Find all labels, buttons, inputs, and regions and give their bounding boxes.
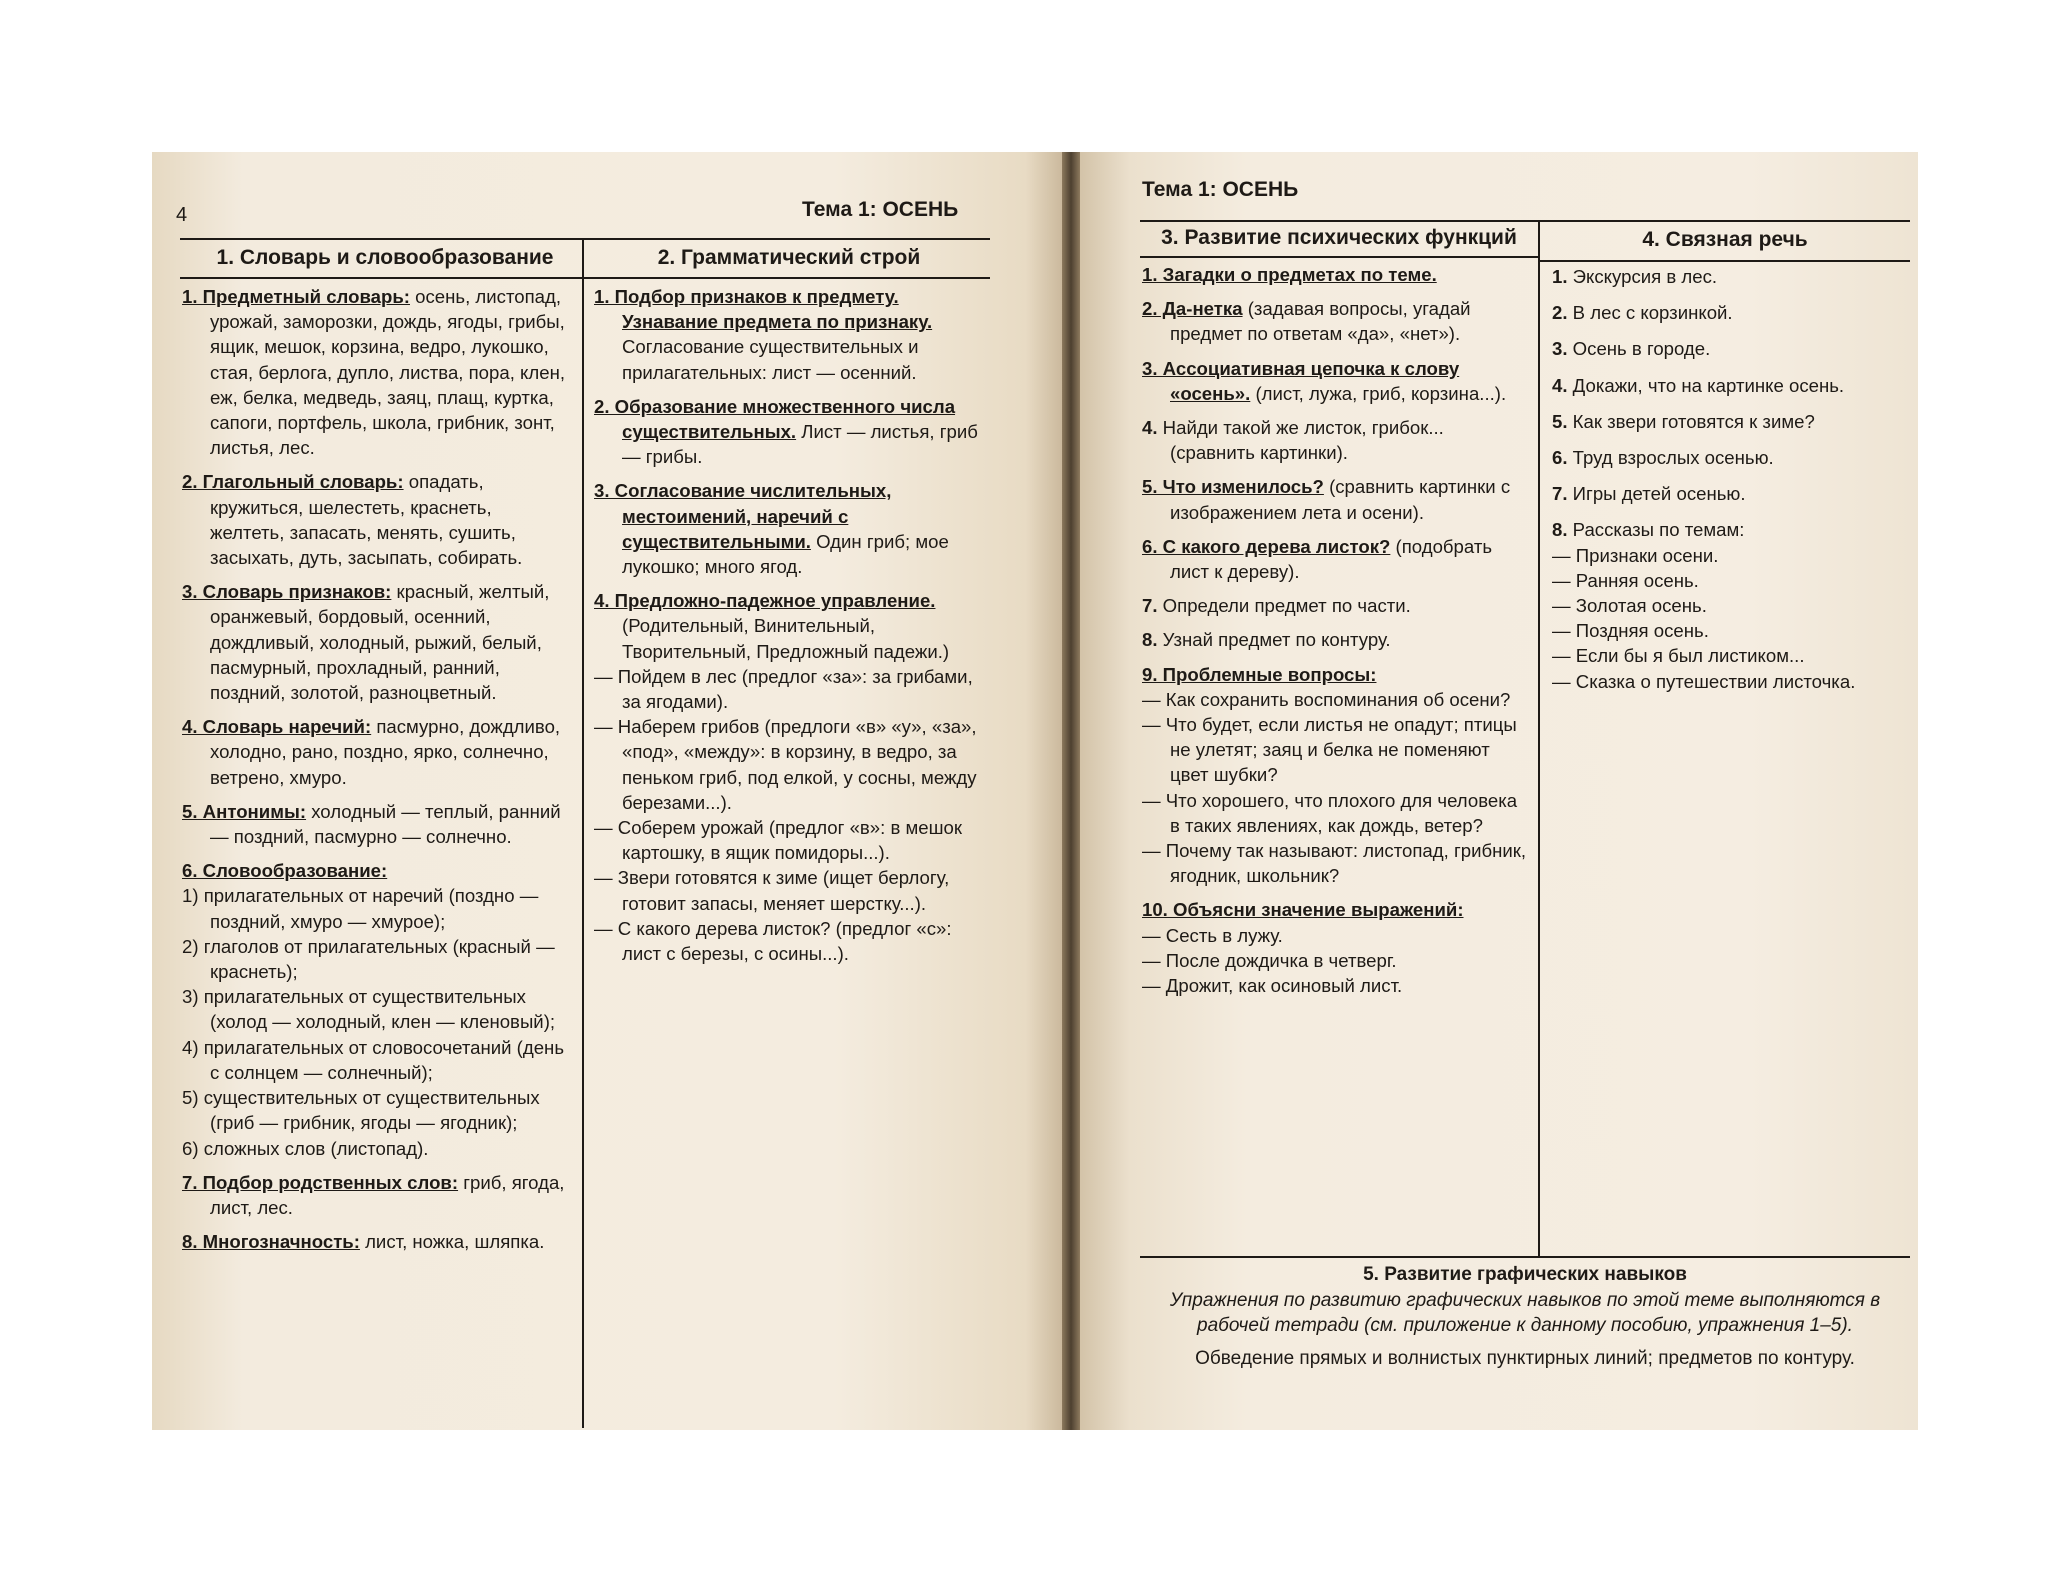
case-list: [594, 664, 988, 966]
list-item: — Сесть в лужу.: [1142, 924, 1283, 946]
col2-body: [594, 284, 988, 966]
header-rule-bottom: [180, 277, 990, 279]
section-text: Обведение прямых и волнистых пунктирных линий; предметов по контуру.: [1195, 1348, 1855, 1369]
list-item: 4) прилагательных от словосочетаний (день с солнцем — солнечный);: [182, 1036, 565, 1083]
story-list: [1552, 543, 1912, 694]
list-item: 5. Что изменилось? (сравнить картинки с изображением лета и осени).: [1142, 476, 1511, 523]
list-item: 7. Определи предмет по части.: [1142, 595, 1411, 617]
col4-title: 4. Связная речь: [1642, 228, 1808, 251]
list-item: 3. Согласование числительных, местоимений, наречий с существительными. Один гриб; мое лукошко; много ягод.: [594, 480, 949, 578]
col3-body: [1142, 262, 1532, 998]
list-item: 4. Докажи, что на картинке осень.: [1552, 374, 1845, 396]
list-item: — Что будет, если листья не опадут; птицы не улетят; заяц и белка не поменяют цвет шубки?: [1142, 714, 1517, 786]
list-item: — Если бы я был листиком...: [1552, 645, 1805, 667]
list-item: 7. Подбор родственных слов: гриб, ягода, лист, лес.: [182, 1171, 565, 1218]
list-item: 3. Словарь признаков: красный, желтый, оранжевый, бордовый, осенний, дождливый, холодный, рыжий, белый, пасмурный, прохладный, ранний, поздний, золотой, разноцветный.: [182, 581, 550, 704]
list-item: 5. Как звери готовятся к зиме?: [1552, 410, 1815, 432]
list-item: 6. Труд взрослых осенью.: [1552, 447, 1774, 469]
left-page: [152, 152, 1062, 1430]
case-heading: 4. Предложно-падежное управление.: [594, 590, 936, 612]
right-page: [1080, 152, 1918, 1430]
column-divider: [1538, 220, 1540, 1256]
expressions-list: [1142, 923, 1532, 999]
list-item: 2. В лес с корзинкой.: [1552, 302, 1733, 324]
list-item: — Золотая осень.: [1552, 595, 1707, 617]
list-item: — Что хорошего, что плохого для человека в таких явлениях, как дождь, ветер?: [1142, 789, 1518, 836]
header-rule: [1140, 220, 1910, 222]
list-item: 1. Предметный словарь: осень, листопад, урожай, заморозки, дождь, ягоды, грибы, ящик, мешок, корзина, ведро, лукошко, стая, берлога, дупло, листва, пора, клен, еж, белка, медведь, заяц, плащ, куртка, сапоги, портфель, школа, грибник, зонт, листья, лес.: [182, 286, 566, 459]
list-item: 2. Образование множественного числа существительных. Лист — листья, гриб — грибы.: [594, 395, 978, 468]
list-item: 6. С какого дерева листок? (подобрать лист к дереву).: [1142, 535, 1493, 583]
list-item: — Сказка о путешествии листочка.: [1552, 670, 1856, 692]
list-item: — После дождичка в четверг.: [1142, 949, 1397, 971]
list-item: — Ранняя осень.: [1552, 569, 1699, 591]
header-rule: [180, 238, 990, 240]
list-item: 4. Словарь наречий: пасмурно, дождливо, холодно, рано, поздно, ярко, солнечно, ветрено, хмуро.: [182, 716, 561, 788]
list-item: 1. Экскурсия в лес.: [1552, 266, 1718, 287]
expressions-heading: 10. Объясни значение выражений:: [1142, 899, 1464, 921]
header-rule-bottom: [1140, 256, 1540, 258]
theme-title: Тема 1: ОСЕНЬ: [1142, 178, 1299, 201]
header-rule-bottom-right: [1540, 260, 1910, 262]
list-item: — Почему так называют: листопад, грибник, ягодник, школьник?: [1142, 840, 1527, 887]
col2-title: 2. Грамматический строй: [657, 246, 921, 269]
graphic-skills-section: [1140, 1264, 1910, 1370]
list-item: — Как сохранить воспоминания об осени?: [1142, 688, 1511, 710]
list-item: 8. Узнай предмет по контуру.: [1142, 629, 1391, 651]
list-item: — Поздняя осень.: [1552, 620, 1709, 642]
list-item: 5) существительных от существительных (гриб — грибник, ягоды — ягодник);: [182, 1087, 540, 1134]
list-item: — Признаки осени.: [1552, 544, 1719, 566]
list-item: 3) прилагательных от существительных (холод — холодный, клен — кленовый);: [182, 986, 556, 1033]
col1-body: [182, 284, 570, 1263]
list-item: 4. Найди такой же листок, грибок... (сравнить картинки).: [1142, 417, 1444, 464]
list-item: 1) прилагательных от наречий (поздно — поздний, хмуро — хмурое);: [182, 885, 539, 932]
list-item: — Дрожит, как осиновый лист.: [1142, 975, 1403, 997]
list-item: 1. Подбор признаков к предмету. Узнавание предмета по признаку. Согласование существительных и прилагательных: лист — осенний.: [594, 286, 933, 383]
section-title: 5. Развитие графических навыков: [1363, 1264, 1687, 1285]
list-item: — Звери готовятся к зиме (ищет берлогу, готовит запасы, меняет шерстку...).: [594, 867, 950, 914]
list-item: 7. Игры детей осенью.: [1552, 483, 1746, 505]
list-item: — С какого дерева листок? (предлог «с»: лист с березы, с осины...).: [594, 917, 952, 965]
list-item: 6) сложных слов (листопад).: [182, 1137, 429, 1159]
list-item: 2. Да-нетка (задавая вопросы, угадай предмет по ответам «да», «нет»).: [1142, 298, 1471, 345]
book-gutter: [1062, 152, 1080, 1430]
word-formation-list: [182, 883, 570, 1160]
problem-list: [1142, 687, 1532, 889]
list-item: 3. Ассоциативная цепочка к слову «осень». (лист, лужа, гриб, корзина...).: [1142, 357, 1507, 404]
word-formation-heading: 6. Словообразование:: [182, 860, 388, 882]
list-item: 3. Осень в городе.: [1552, 338, 1711, 360]
list-item: — Наберем грибов (предлоги «в» «у», «за», «под», «между»: в корзину, в ведро, за пеньком гриб, под елкой, у сосны, между березами...).: [594, 716, 977, 813]
col3-title: 3. Развитие психических функций: [1161, 226, 1517, 249]
page-number: 4: [176, 204, 188, 226]
section-note: Упражнения по развитию графических навыков по этой теме выполняются в рабочей тетради (см. приложение к данному пособию, упражнения 1–5).: [1169, 1290, 1881, 1336]
col1-title: 1. Словарь и словообразование: [216, 246, 554, 269]
list-item: 2) глаголов от прилагательных (красный — краснеть);: [182, 935, 555, 983]
theme-title: Тема 1: ОСЕНЬ: [802, 198, 959, 221]
column-divider: [582, 238, 584, 1428]
list-item: 2. Глагольный словарь: опадать, кружиться, шелестеть, краснеть, желтеть, запасать, менять, сушить, засыхать, дуть, засыпать, собирать.: [182, 471, 523, 569]
list-item: 8. Рассказы по темам:: [1552, 519, 1745, 541]
list-item: 8. Многозначность: лист, ножка, шляпка.: [182, 1231, 545, 1253]
col4-body: [1552, 264, 1912, 694]
list-item: — Соберем урожай (предлог «в»: в мешок картошку, в ящик помидоры...).: [594, 817, 963, 864]
table-bottom-rule: [1140, 1256, 1910, 1258]
case-note: (Родительный, Винительный, Творительный, Предложный падежи.): [622, 615, 950, 662]
list-item: 5. Антонимы: холодный — теплый, ранний — поздний, пасмурно — солнечно.: [182, 800, 561, 848]
list-item: — Пойдем в лес (предлог «за»: за грибами, за ягодами).: [594, 665, 973, 713]
list-item: 1. Загадки о предметах по теме.: [1142, 264, 1437, 285]
problem-heading: 9. Проблемные вопросы:: [1142, 663, 1377, 685]
